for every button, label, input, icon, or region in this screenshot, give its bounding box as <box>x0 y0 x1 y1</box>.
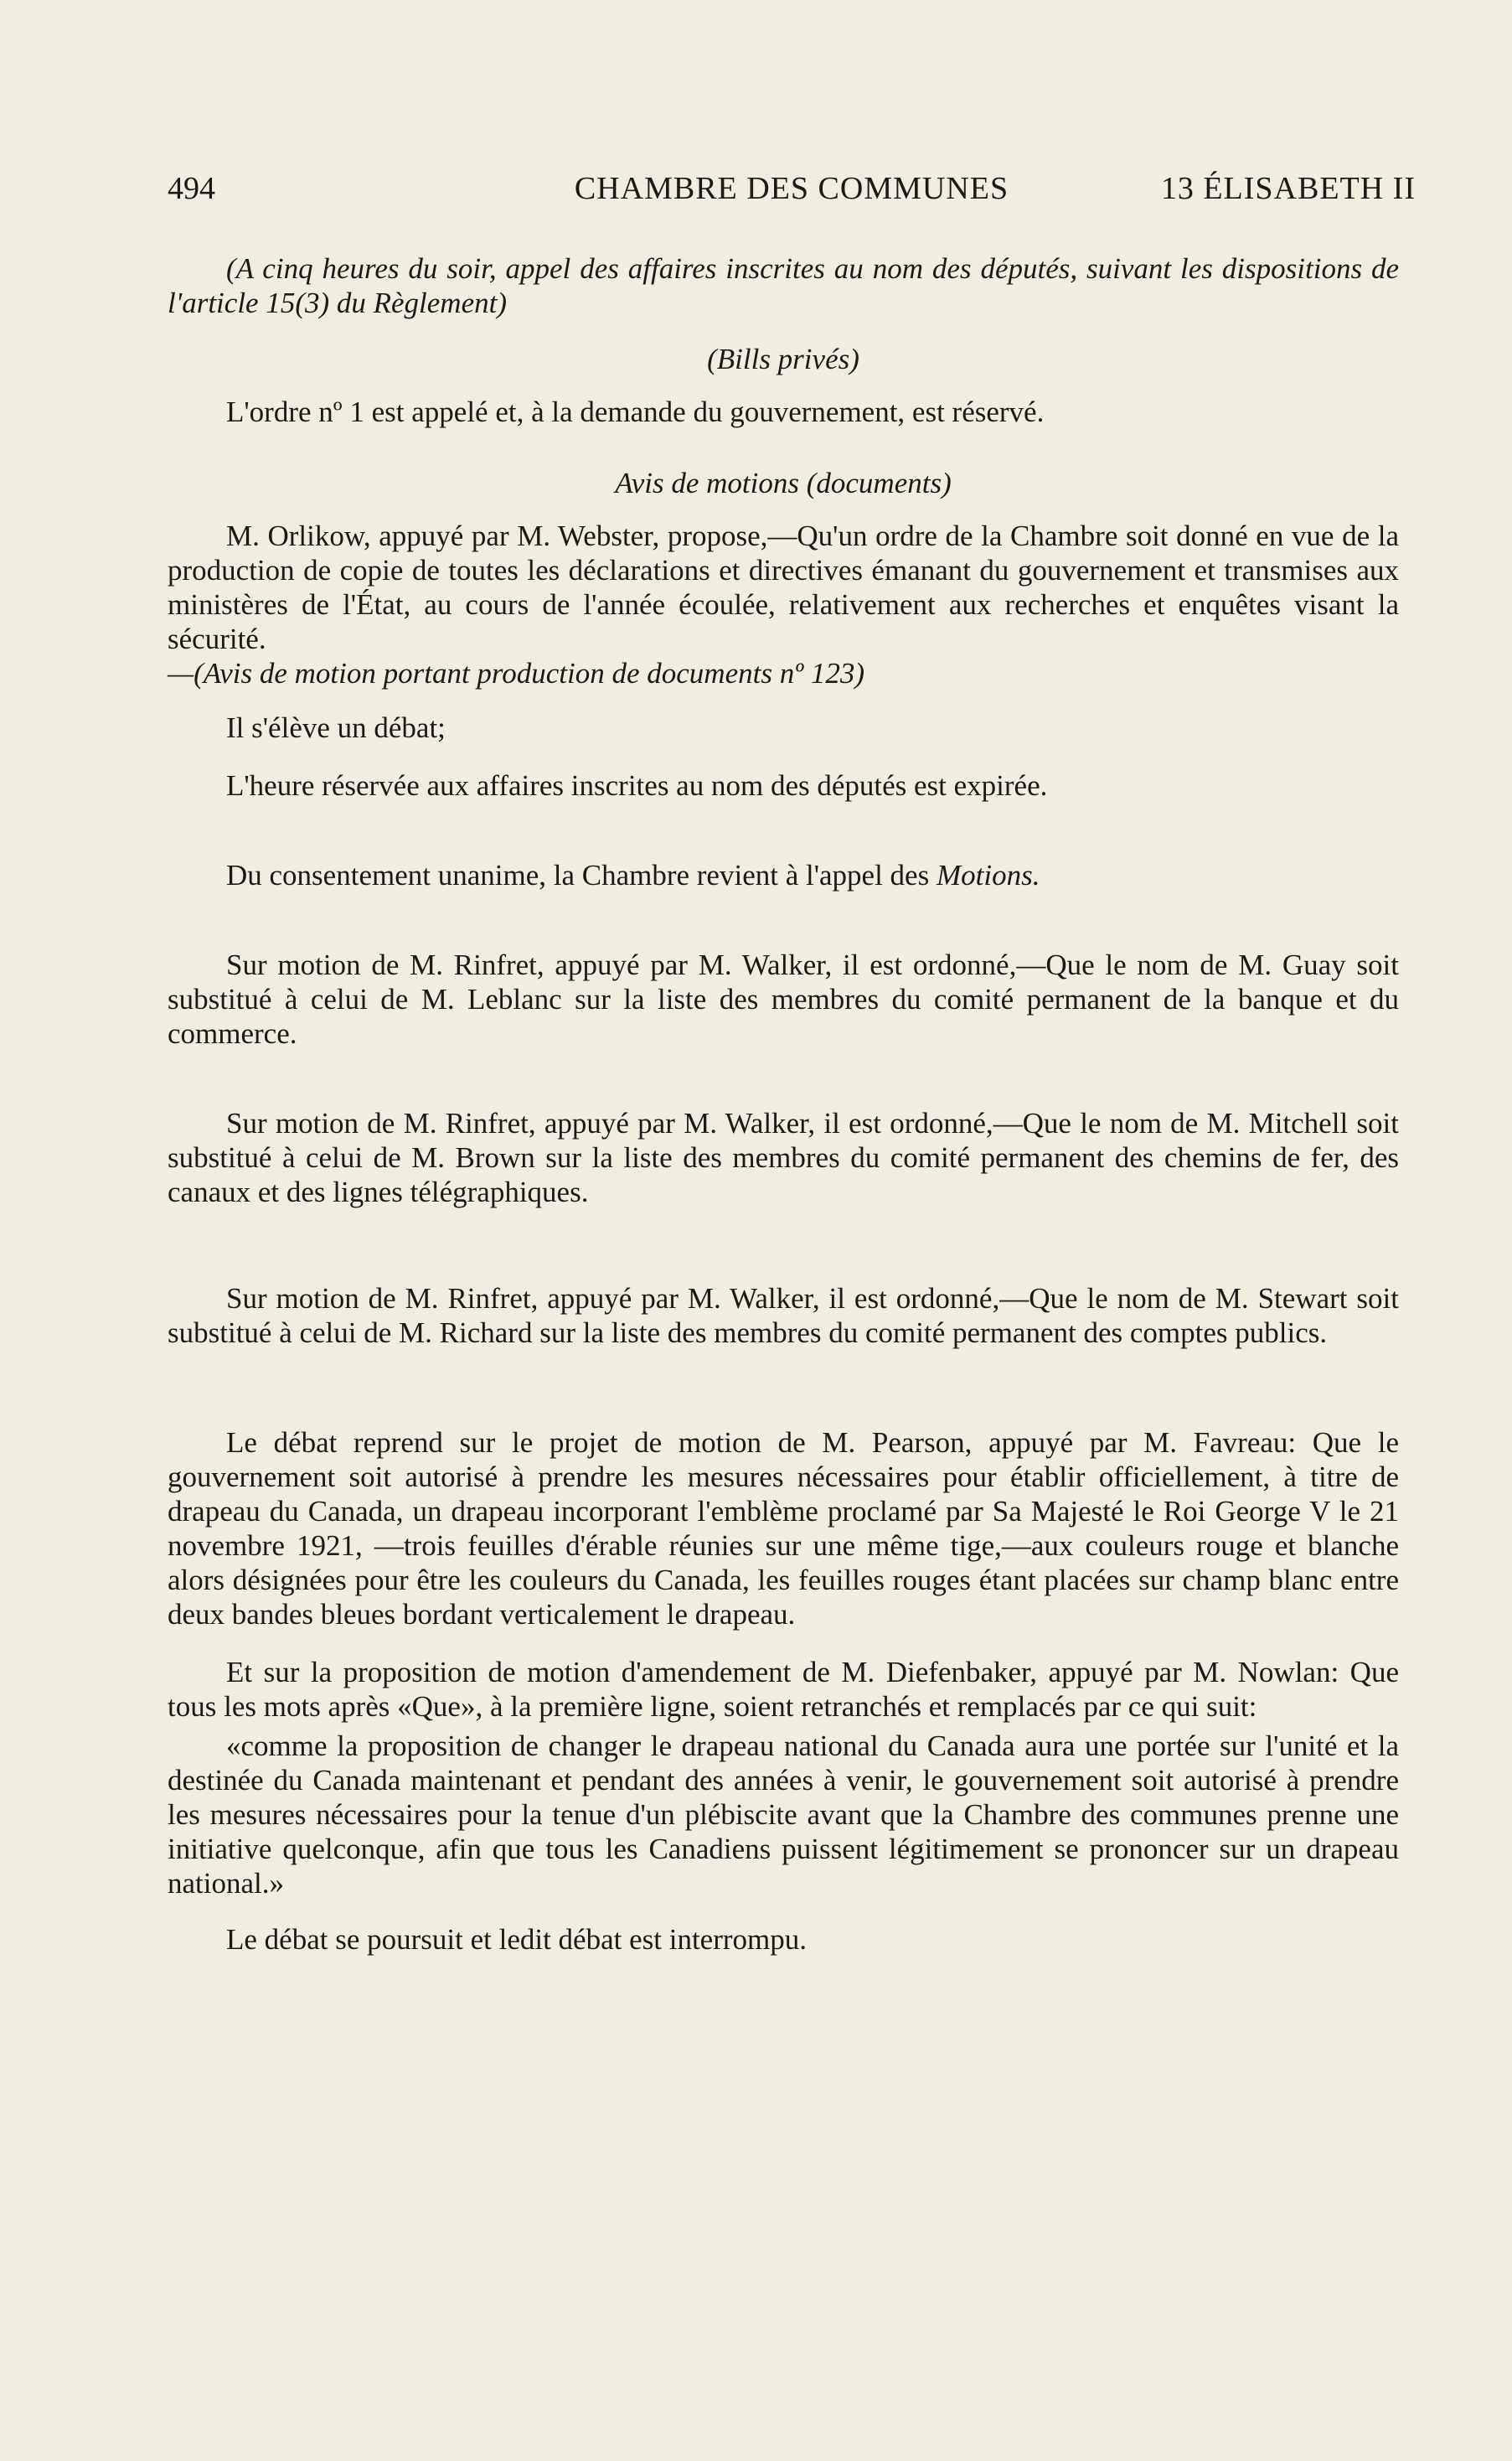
paragraph-debate-interrupted: Le débat se poursuit et ledit débat est interrompu. <box>226 1923 807 1956</box>
unanimous-consent-text: Du consentement unanime, la Chambre revient à l'appel des <box>226 859 937 892</box>
page-body <box>168 251 1399 1957</box>
orlikow-motion-reference: —(Avis de motion portant production de documents nº 123) <box>168 657 864 690</box>
paragraph-orlikow-motion <box>168 519 1399 690</box>
paragraph-guay-substitution: Sur motion de M. Rinfret, appuyé par M. Walker, il est ordonné,—Que le nom de M. Guay soit substitué à celui de M. Leblanc sur la liste des membres du comité permanent de la banque et du commerce. <box>168 949 1399 1050</box>
orlikow-motion-text: M. Orlikow, appuyé par M. Webster, propose,—Qu'un ordre de la Chambre soit donné en vue de la production de copie de toutes les déclarations et directives émanant du gouvernement et transmises aux ministères de l'État, au cours de l'année écoulée, relativement aux recherches et enquêtes visant la sécurité. <box>168 520 1399 655</box>
section-heading-private-bills: (Bills privés) <box>707 343 859 375</box>
regnal-year: 13 ÉLISABETH II <box>1160 171 1416 206</box>
paragraph-hour-expired: L'heure réservée aux affaires inscrites au nom des députés est expirée. <box>226 769 1048 802</box>
running-title: CHAMBRE DES COMMUNES <box>574 171 1009 206</box>
paragraph-diefenbaker-amendment: Et sur la proposition de motion d'amendement de M. Diefenbaker, appuyé par M. Nowlan: Que tous les mots après «Que», à la première ligne, soient retranchés et remplacés par ce qui suit: <box>168 1656 1399 1723</box>
motions-word: Motions. <box>936 859 1040 892</box>
page-number: 494 <box>168 171 215 206</box>
section-heading-notices-of-motions: Avis de motions (documents) <box>615 467 952 499</box>
paragraph-mitchell-substitution: Sur motion de M. Rinfret, appuyé par M. Walker, il est ordonné,—Que le nom de M. Mitchell soit substitué à celui de M. Brown sur la liste des membres du comité permanent des chemins de fer, des canaux et des lignes télégraphiques. <box>168 1107 1399 1208</box>
amendment-quote: «comme la proposition de changer le drapeau national du Canada aura une portée sur l'unité et la destinée du Canada maintenant et pendant des années à venir, le gouvernement soit autorisé à prendre les mesures nécessaires pour la tenue d'un plébiscite avant que la Chambre des communes prenne une initiative quelconque, afin que tous les Canadiens puissent légitimement se prononcer sur un drapeau national.» <box>168 1729 1399 1900</box>
paragraph-debate-arises: Il s'élève un débat; <box>226 711 446 744</box>
paragraph-pearson-motion: Le débat reprend sur le projet de motion de M. Pearson, appuyé par M. Favreau: Que le gouvernement soit autorisé à prendre les mesures nécessaires pour établir officiellement, à titre de drapeau du Canada, un drapeau incorporant l'emblème proclamé par Sa Majesté le Roi George V le 21 novembre 1921, —trois feuilles d'érable réunies sur une même tige,—aux couleurs rouge et blanche alors désignées pour être les couleurs du Canada, les feuilles rouges étant placées sur champ blanc entre deux bandes bleues bordant verticalement le drapeau. <box>168 1426 1399 1631</box>
sitting-note: (A cinq heures du soir, appel des affaires inscrites au nom des députés, suivant les dispositions de l'article 15(3) du Règlement) <box>168 252 1399 319</box>
paragraph-unanimous-consent <box>168 858 1399 892</box>
page-header <box>168 168 1416 209</box>
paragraph-order-called: L'ordre nº 1 est appelé et, à la demande du gouvernement, est réservé. <box>226 396 1045 428</box>
paragraph-stewart-substitution: Sur motion de M. Rinfret, appuyé par M. Walker, il est ordonné,—Que le nom de M. Stewart soit substitué à celui de M. Richard sur la liste des membres du comité permanent des comptes publics. <box>168 1282 1399 1349</box>
